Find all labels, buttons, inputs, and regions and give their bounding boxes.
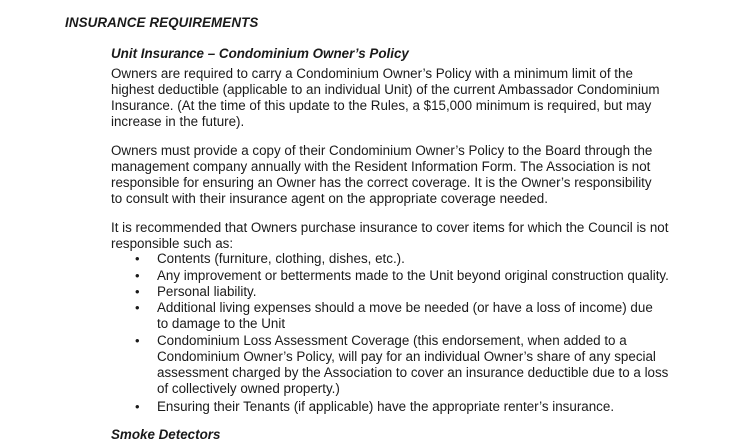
list-item [111, 333, 671, 397]
paragraph-provide-policy [111, 143, 671, 207]
bullet-glyph: • [135, 399, 140, 414]
list-item-line: Ensuring their Tenants (if applicable) have the appropriate renter’s insurance. [157, 399, 615, 414]
paragraph-line: Owners must provide a copy of their Condominium Owner’s Policy to the Board through the [111, 143, 653, 158]
paragraph-minimum-coverage [111, 66, 671, 130]
paragraph-recommendation [111, 220, 671, 252]
paragraph-line: management company annually with the Resident Information Form. The Association is not [111, 159, 651, 174]
list-item-line: Personal liability. [157, 284, 257, 299]
list-item [111, 284, 671, 300]
list-item-line: Any improvement or betterments made to the Unit beyond original construction quality. [157, 268, 669, 283]
list-item [111, 251, 671, 267]
paragraph-line: increase in the future). [111, 114, 245, 129]
list-item [111, 399, 671, 415]
section-title: INSURANCE REQUIREMENTS [65, 15, 259, 30]
coverage-items-list [111, 251, 671, 415]
paragraph-line: highest deductible (applicable to an individual Unit) of the current Ambassador Condominium [111, 82, 660, 97]
subsection-title-smoke-detectors: Smoke Detectors [111, 427, 221, 441]
paragraph-line: to consult with their insurance agent on the appropriate coverage needed. [111, 191, 548, 206]
paragraph-line: Owners are required to carry a Condominium Owner’s Policy with a minimum limit of the [111, 66, 633, 81]
paragraph-line: Insurance. (At the time of this update to the Rules, a $15,000 minimum is required, but may [111, 98, 652, 113]
bullet-glyph: • [135, 284, 140, 299]
bullet-glyph: • [135, 251, 140, 266]
list-item-line: to damage to the Unit [157, 316, 286, 331]
list-item-line: Condominium Owner’s Policy, will pay for an individual Owner’s share of any special [157, 349, 656, 364]
list-item-line: of collectively owned property.) [157, 381, 340, 396]
list-item-line: assessment charged by the Association to cover an insurance deductible due to a loss [157, 365, 669, 380]
list-item-line: Contents (furniture, clothing, dishes, etc.). [157, 251, 405, 266]
paragraph-line: It is recommended that Owners purchase insurance to cover items for which the Council is not [111, 220, 669, 235]
paragraph-line: responsible such as: [111, 236, 234, 251]
list-item [111, 300, 671, 332]
list-item-line: Additional living expenses should a move be needed (or have a loss of income) due [157, 300, 653, 315]
bullet-glyph: • [135, 268, 140, 283]
bullet-glyph: • [135, 300, 140, 315]
list-item [111, 268, 671, 284]
list-item-line: Condominium Loss Assessment Coverage (this endorsement, when added to a [157, 333, 627, 348]
subsection-title-unit-insurance: Unit Insurance – Condominium Owner’s Policy [111, 46, 409, 61]
paragraph-line: responsible for ensuring an Owner has the correct coverage. It is the Owner’s responsibility [111, 175, 652, 190]
bullet-glyph: • [135, 333, 140, 348]
